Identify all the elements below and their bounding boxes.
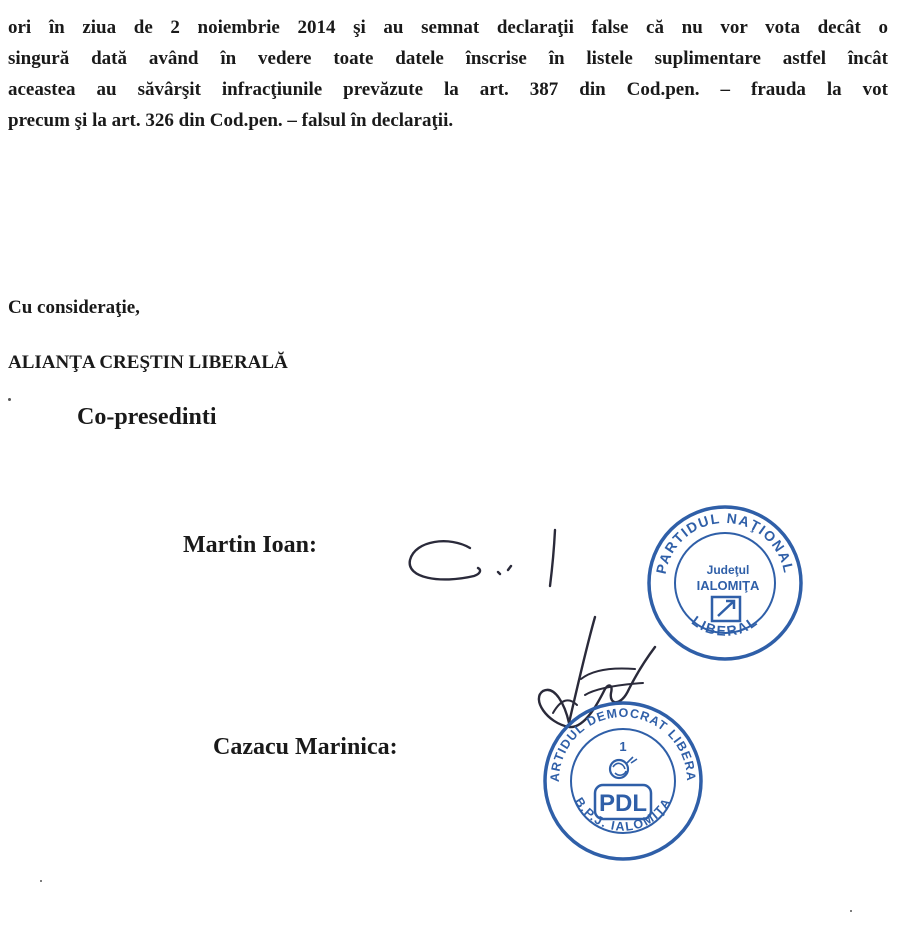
ink-speck: [8, 398, 11, 401]
rose-icon: [610, 757, 637, 778]
body-line: precum şi la art. 326 din Cod.pen. – falsul în declaraţii.: [8, 110, 454, 131]
stamp-pnl-county-label: Judeţul: [706, 563, 750, 577]
stamp-pdl-bottom-text: B.P.J. IALOMIŢA: [571, 795, 675, 834]
body-paragraph: [8, 12, 888, 136]
organization-name: ALIANŢA CREŞTIN LIBERALĂ: [8, 352, 288, 373]
signature-martin-ioan: [400, 520, 570, 600]
stamp-pdl-top-text: PARTIDUL DEMOCRAT LIBERAL: [530, 682, 699, 783]
stamp-pnl-top-text: PARTIDUL NAŢIONAL: [652, 509, 798, 576]
salutation: Cu consideraţie,: [8, 297, 140, 318]
ink-speck: [40, 880, 42, 882]
body-line: singură dată având în vedere toate datele înscrise în listele suplimentare astfel încât: [8, 48, 888, 69]
co-presidents-heading: Co-presedinti: [77, 404, 217, 430]
ink-speck: [850, 910, 852, 912]
stamp-pdl-logo-text: PDL: [599, 790, 647, 817]
stamp-pnl: [640, 498, 810, 668]
stamp-pnl-bottom-text: LIBERAL: [688, 612, 762, 639]
svg-text:LIBERAL: [689, 612, 761, 639]
stamp-pnl-county-name: IALOMIŢA: [696, 578, 760, 593]
stamp-pdl-number: 1: [619, 739, 627, 754]
body-line: ori în ziua de 2 noiembrie 2014 şi au semnat declaraţii false că nu vor vota decât o: [8, 17, 888, 38]
arrow-icon: [712, 597, 740, 621]
signatory-martin-ioan: Martin Ioan:: [183, 532, 317, 558]
signatory-cazacu-marinica: Cazacu Marinica:: [213, 734, 398, 760]
body-line: aceastea au săvârşit infracţiunile prevăzute la art. 387 din Cod.pen. – frauda la vot: [8, 79, 888, 100]
stamp-pdl: [530, 682, 710, 868]
